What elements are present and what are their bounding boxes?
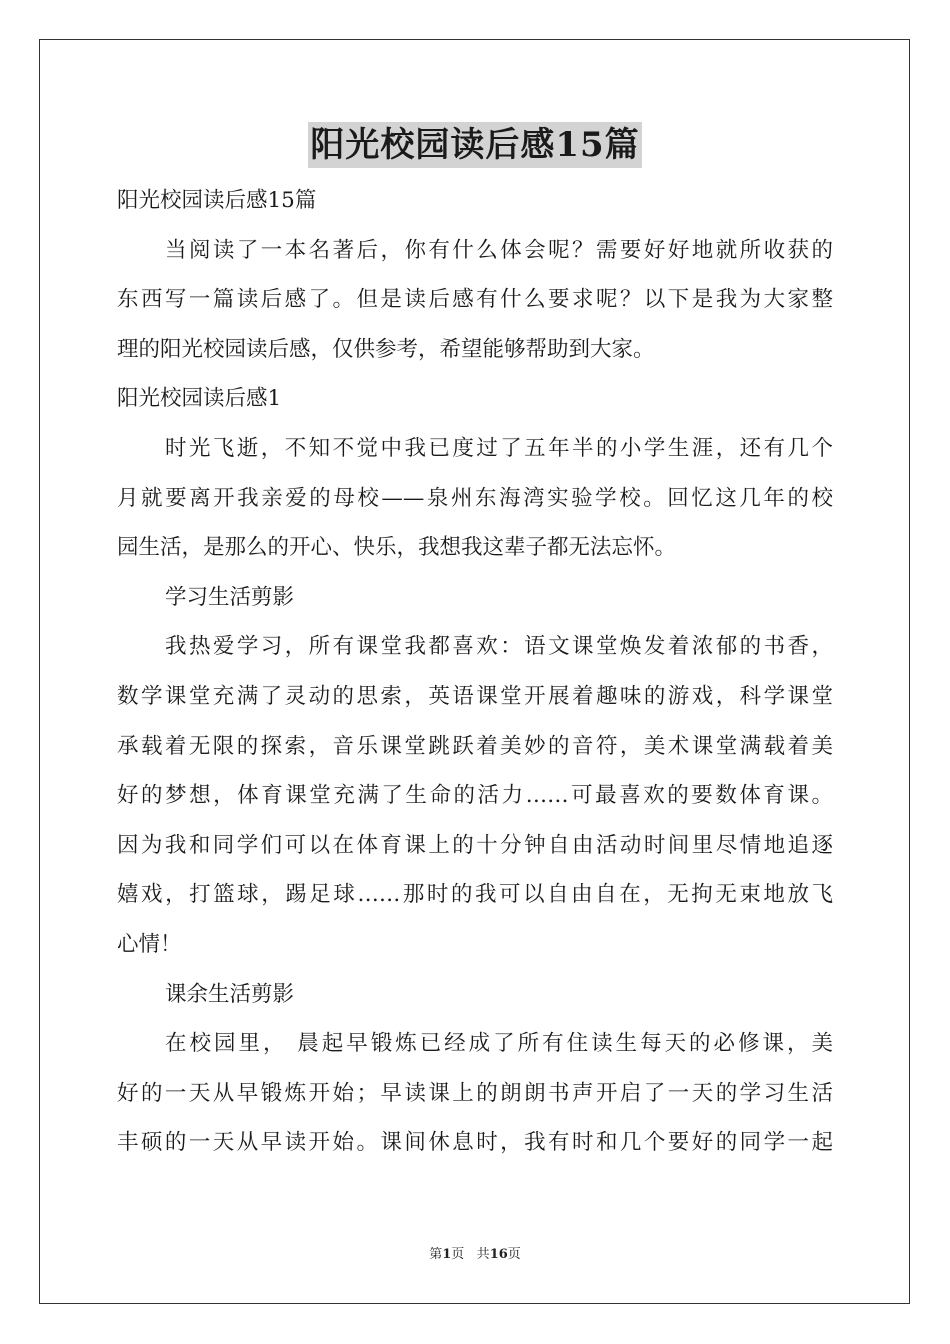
text-line: 学习生活剪影 [165, 584, 295, 610]
text-line: 阳光校园读后感15篇 [117, 188, 317, 213]
text-line: 阳光校园读后感1 [117, 386, 282, 412]
text-line: 我热爱学习，所有课堂我都喜欢：语文课堂焕发着浓郁的书香， [165, 634, 833, 660]
page-footer [0, 1243, 950, 1262]
text-line: 心情！ [117, 931, 182, 957]
footer-total-pages: 16 [489, 1247, 508, 1262]
footer-total-prefix: 共 [476, 1247, 490, 1262]
footer-page-prefix: 第 [429, 1247, 443, 1262]
text-line: 园生活，是那么的开心、快乐，我想我这辈子都无法忘怀。 [117, 535, 677, 561]
text-line: 东西写一篇读后感了。但是读后感有什么要求呢？以下是我为大家整 [117, 287, 833, 313]
footer-page-number: 1 [442, 1247, 452, 1262]
text-line: 好的一天从早锻炼开始；早读课上的朗朗书声开启了一天的学习生活 [117, 1080, 833, 1106]
text-line: 课余生活剪影 [165, 981, 295, 1007]
footer-total-suffix: 页 [507, 1247, 521, 1262]
text-line: 嬉戏，打篮球，踢足球……那时的我可以自由自在，无拘无束地放飞 [117, 882, 833, 908]
text-line: 时光飞逝，不知不觉中我已度过了五年半的小学生涯，还有几个 [165, 435, 833, 461]
text-line: 承载着无限的探索，音乐课堂跳跃着美妙的音符，美术课堂满载着美 [117, 733, 833, 759]
text-line: 月就要离开我亲爱的母校——泉州东海湾实验学校。回忆这几年的校 [117, 485, 833, 511]
text-line: 因为我和同学们可以在体育课上的十分钟自由活动时间里尽情地追逐 [117, 832, 833, 858]
footer-page-suffix: 页 [451, 1247, 465, 1262]
text-line: 在校园里， 晨起早锻炼已经成了所有住读生每天的必修课，美 [165, 1031, 833, 1057]
text-line: 丰硕的一天从早读开始。课间休息时，我有时和几个要好的同学一起 [117, 1130, 833, 1156]
document-body [117, 176, 833, 1168]
text-line: 数学课堂充满了灵动的思索，英语课堂开展着趣味的游戏，科学课堂 [117, 683, 833, 709]
text-line: 好的梦想，体育课堂充满了生命的活力……可最喜欢的要数体育课。 [117, 783, 833, 809]
title-container [0, 122, 950, 168]
text-line: 理的阳光校园读后感，仅供参考，希望能够帮助到大家。 [117, 336, 655, 362]
text-line: 当阅读了一本名著后，你有什么体会呢？需要好好地就所收获的 [165, 237, 833, 263]
document-title: 阳光校园读后感15篇 [308, 122, 641, 168]
